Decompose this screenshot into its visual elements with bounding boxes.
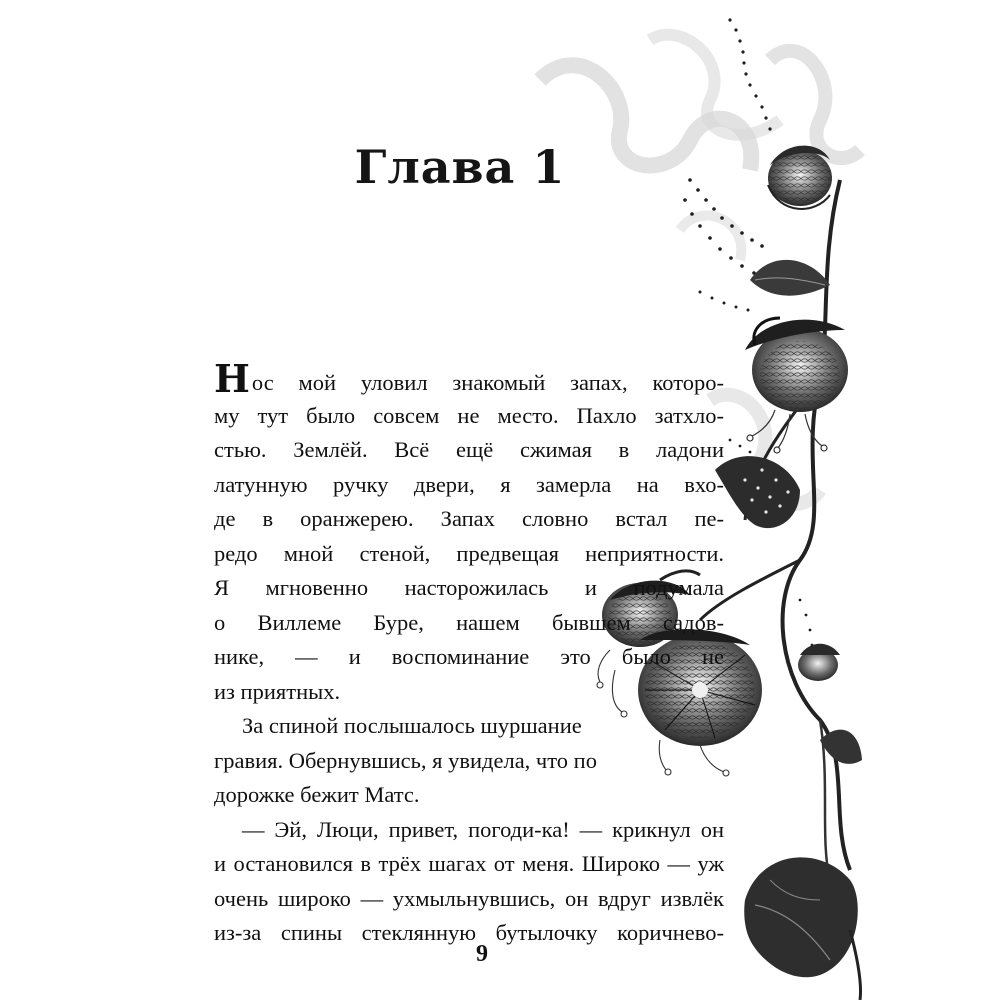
body-text — [214, 356, 724, 951]
text-line: нике, — и воспоминание это было не — [214, 644, 724, 669]
text-line: де в оранжерею. Запах словно встал пе- — [214, 506, 724, 531]
text-line: стью. Землёй. Всё ещё сжимая в ладони — [214, 437, 724, 462]
text-line: дорожке бежит Матс. — [214, 782, 420, 807]
drop-cap: Н — [214, 356, 250, 401]
text-line: Я мгновенно насторожилась и подумала — [214, 575, 724, 600]
text-line: очень широко — ухмыльнувшись, он вдруг извлёк — [214, 885, 724, 911]
text-line: — Эй, Люци, привет, погоди-ка! — крикнул он — [242, 816, 724, 842]
text-line: из приятных. — [214, 678, 341, 704]
text-line: о Виллеме Буре, нашем бывшем садов- — [214, 609, 724, 635]
text-line: редо мной стеной, предвещая неприятности. — [214, 540, 724, 566]
text-line-rest: ос мой уловил знакомый запах, которо- — [251, 370, 724, 395]
page-number: 9 — [476, 941, 488, 967]
text-line: му тут было совсем не место. Пахло затхло- — [214, 402, 724, 428]
text-line: и остановился в трёх шагах от меня. Широко — уж — [214, 851, 724, 876]
text-line: гравия. Обернувшись, я увидела, что по — [214, 747, 597, 773]
text-line — [214, 356, 724, 401]
page-margin — [865, 0, 1000, 1000]
chapter-title: Глава 1 — [354, 140, 566, 194]
text-line: латунную ручку двери, я замерла на вхо- — [214, 471, 724, 497]
text-line: из-за спины стеклянную бутылочку коричнево- — [214, 920, 724, 945]
text-line: За спиной послышалось шуршание — [242, 713, 582, 738]
